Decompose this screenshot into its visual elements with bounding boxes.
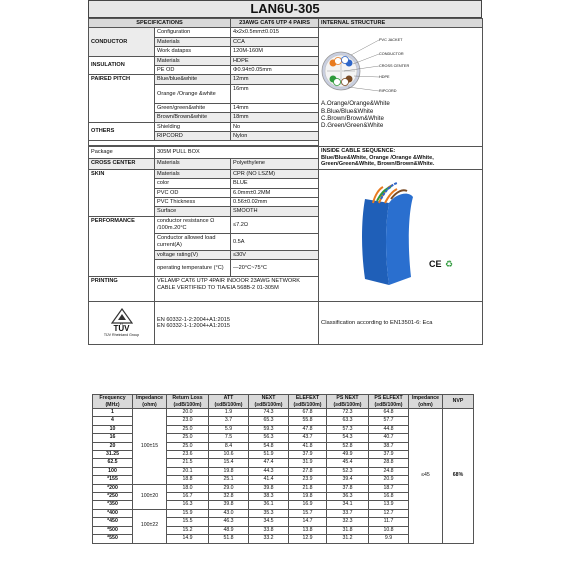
perf-cell: 41.8: [289, 442, 327, 450]
perf-cell: 45.4: [327, 459, 369, 467]
spec-label: Surface: [155, 207, 231, 216]
perf-cell: 14.7: [289, 518, 327, 526]
pair-c: C.Brown/Brown&White: [321, 114, 384, 122]
perf-cell: 12.7: [369, 509, 409, 517]
spec-label: Orange /Orange &white: [155, 84, 231, 103]
package-row: [89, 147, 483, 158]
spec-table: [88, 18, 483, 345]
perf-cell: 36.3: [327, 493, 369, 501]
perf-cell: 39.8: [209, 501, 249, 509]
perf-cell: 34.5: [249, 518, 289, 526]
perf-cell: 65.3: [249, 417, 289, 425]
perf-impedance-right: ≤45: [409, 409, 443, 544]
cable-image-cell: [319, 169, 483, 301]
spec-value: 0.56±0.02mm: [231, 197, 319, 206]
perf-cell: 39.8: [249, 484, 289, 492]
others-group: OTHERS: [89, 122, 155, 141]
insulation-group: INSULATION: [89, 56, 155, 75]
pair-a: A.Orange/Orange&White: [321, 100, 390, 108]
perf-cell: 10: [93, 425, 133, 433]
perf-cell: *200: [93, 484, 133, 492]
perf-cell: 18.0: [167, 484, 209, 492]
perf-cell: 16: [93, 434, 133, 442]
perf-header-cell: [443, 395, 474, 409]
perf-cell: 43.7: [289, 434, 327, 442]
perf-cell: 32.8: [209, 493, 249, 501]
perf-header-title: Frequency: [99, 395, 126, 401]
perf-cell: 20.0: [167, 409, 209, 417]
inside-sequence-title: INSIDE CABLE SEQUENCE:: [321, 148, 396, 155]
spec-value: HDPE: [231, 56, 319, 65]
perf-cell: 40.7: [369, 434, 409, 442]
perf-cell: *350: [93, 501, 133, 509]
perf-header-unit: (≥dB/100m): [173, 401, 202, 408]
spec-header-left: SPECIFICATIONS: [89, 19, 231, 28]
perf-header-cell: [249, 395, 289, 409]
perf-cell: 33.2: [249, 535, 289, 543]
perf-cell: 37.9: [289, 451, 327, 459]
perf-cell: 33.8: [249, 526, 289, 534]
perf-cell: 51.9: [249, 451, 289, 459]
spec-value: Polyethylene: [231, 158, 319, 169]
perf-header-unit: (≥dB/100m): [374, 401, 403, 408]
perf-cell: 64.8: [369, 409, 409, 417]
perf-cell: 25.0: [167, 442, 209, 450]
perf-cell: 20.9: [369, 476, 409, 484]
perf-cell: 20.1: [167, 467, 209, 475]
perf-cell: 62.5: [93, 459, 133, 467]
tuv-logo: [89, 302, 155, 345]
perf-header-unit: (≥dB/100m): [254, 401, 283, 408]
package-label: Package: [89, 147, 155, 158]
perf-header-unit: (≤dB/100m): [214, 401, 243, 408]
perf-cell: 54.8: [249, 442, 289, 450]
spec-header-value: 23AWG CAT6 UTP 4 PAIRS: [231, 19, 319, 28]
perf-header-cell: [409, 395, 443, 409]
perf-cell: 25.0: [167, 434, 209, 442]
spec-value: 14mm: [231, 103, 319, 112]
perf-cell: 33.7: [327, 509, 369, 517]
perf-cell: 41.4: [249, 476, 289, 484]
printing-text: VELAMP CAT6 UTP 4PAIR INDOOR 23AWG NETWORK CABLE VERTIFIED TO TIA/EIA 568B-2 01-305M: [155, 277, 319, 302]
perf-cell: 23.6: [167, 451, 209, 459]
perf-cell: 11.7: [369, 518, 409, 526]
spec-label: PE OD: [155, 66, 231, 75]
perf-header-cell: [93, 395, 133, 409]
cable-photo-svg: [321, 181, 481, 289]
spec-value: 120M-160M: [231, 47, 319, 56]
perf-row: [93, 409, 474, 417]
perf-cell: *450: [93, 518, 133, 526]
spec-label: PVC OD: [155, 188, 231, 197]
internal-structure: [319, 28, 483, 147]
perf-cell: 49.9: [327, 451, 369, 459]
perf-header-unit: (≥dB/100m): [333, 401, 362, 408]
perf-cell: 57.7: [369, 417, 409, 425]
perf-cell: 21.8: [289, 484, 327, 492]
standard-2: EN 60332-1-1:2004+A1:2015: [157, 323, 230, 330]
perf-header-title: NEXT: [261, 395, 276, 401]
tuv-logo-sub: TÜV Rheinland Group: [103, 333, 140, 338]
spec-value: SMOOTH: [231, 207, 319, 216]
spec-label: RIPCORD: [155, 132, 231, 141]
perf-header-title: ELEFEXT: [295, 395, 320, 401]
perf-cell: 48.9: [209, 526, 249, 534]
perf-cell: *155: [93, 476, 133, 484]
spec-value: 16mm: [231, 84, 319, 103]
perf-cell: *250: [93, 493, 133, 501]
perf-cell: 31.9: [289, 459, 327, 467]
perf-header-cell: [369, 395, 409, 409]
perf-cell: 35.3: [249, 509, 289, 517]
perf-cell: 15.7: [289, 509, 327, 517]
label-pvc-jacket: PVC JACKET: [379, 38, 403, 43]
perf-cell: 54.3: [327, 434, 369, 442]
spec-value: 12mm: [231, 75, 319, 84]
perf-cell: 74.3: [249, 409, 289, 417]
perf-cell: 38.7: [369, 442, 409, 450]
perf-cell: 57.3: [327, 425, 369, 433]
inside-sequence: [319, 147, 483, 169]
perf-header-title: Impedance: [411, 395, 440, 401]
spec-value: No: [231, 122, 319, 131]
perf-cell: 20: [93, 442, 133, 450]
spec-label: Materials: [155, 169, 231, 178]
perf-impedance-group: 100±20: [133, 484, 167, 509]
perf-cell: 34.1: [327, 501, 369, 509]
perf-cell: 16.8: [369, 493, 409, 501]
spec-value: Nylon: [231, 132, 319, 141]
perf-cell: 13.9: [369, 501, 409, 509]
perf-cell: 25.0: [167, 425, 209, 433]
label-conductor: CONDUCTOR: [379, 52, 404, 57]
perf-cell: *400: [93, 509, 133, 517]
tuv-logo-text: TÜV: [113, 323, 130, 333]
performance-group: PERFORMANCE: [89, 216, 155, 276]
spec-value: 4x2x0.5mm±0.015: [231, 28, 319, 37]
perf-cell: 13.8: [289, 526, 327, 534]
perf-header-title: ATT: [223, 395, 234, 401]
certification-row: [89, 302, 483, 345]
spec-label: Shielding: [155, 122, 231, 131]
perf-cell: 63.3: [327, 417, 369, 425]
recycle-icon: ♻: [445, 259, 454, 270]
perf-cell: 15.4: [209, 459, 249, 467]
spec-label: operating temperature (°C): [155, 260, 231, 277]
spec-value: BLUE: [231, 179, 319, 188]
paired-pitch-group: PAIRED PITCH: [89, 75, 155, 122]
perf-cell: 46.3: [209, 518, 249, 526]
perf-header-unit: (ohm): [142, 401, 157, 408]
spec-label: PVC Thickness: [155, 197, 231, 206]
spec-value: —20°C~75°C: [231, 260, 319, 277]
spec-label: Materials: [155, 158, 231, 169]
perf-cell: 37.8: [327, 484, 369, 492]
spec-header-row: [89, 19, 483, 28]
package-value: 305M PULL BOX: [155, 147, 319, 158]
perf-cell: 25.1: [209, 476, 249, 484]
perf-cell: 7.5: [209, 434, 249, 442]
perf-cell: 18.7: [369, 484, 409, 492]
perf-cell: 44.8: [369, 425, 409, 433]
perf-header-row: [93, 395, 474, 409]
spec-value: CCA: [231, 37, 319, 46]
perf-cell: 10.6: [209, 451, 249, 459]
perf-cell: 32.3: [327, 518, 369, 526]
spec-label: Blue/blue&white: [155, 75, 231, 84]
spec-label: Materials: [155, 37, 231, 46]
perf-cell: 36.1: [249, 501, 289, 509]
label-hdpe: HDPE: [379, 75, 390, 80]
perf-cell: 43.0: [209, 509, 249, 517]
cable-box-illustration: [321, 181, 480, 289]
perf-cell: 47.4: [249, 459, 289, 467]
spec-label: conductor resistance Ω /100m.20°C: [155, 216, 231, 233]
perf-header-cell: [327, 395, 369, 409]
spec-label: color: [155, 179, 231, 188]
spec-value: Φ0.94±0.05mm: [231, 66, 319, 75]
perf-cell: 67.8: [289, 409, 327, 417]
ce-mark: CE: [429, 259, 442, 270]
perf-body: [93, 409, 474, 544]
perf-cell: *500: [93, 526, 133, 534]
perf-cell: 28.8: [369, 459, 409, 467]
spec-label: Green/green&white: [155, 103, 231, 112]
standards: [155, 302, 319, 345]
perf-cell: 52.3: [327, 467, 369, 475]
perf-cell: 19.8: [289, 493, 327, 501]
spec-sheet: [88, 0, 482, 345]
perf-cell: 44.3: [249, 467, 289, 475]
page-title: LAN6U-305: [88, 0, 482, 18]
perf-cell: 56.3: [249, 434, 289, 442]
label-cross-center: CROSS CENTER: [379, 64, 410, 69]
perf-cell: 15.5: [167, 518, 209, 526]
printing-group: PRINTING: [89, 277, 155, 302]
perf-header-unit: (≥dB/100m): [293, 401, 322, 408]
perf-header-cell: [167, 395, 209, 409]
cross-center-group: CROSS CENTER: [89, 158, 155, 169]
perf-cell: 23.0: [167, 417, 209, 425]
conductor-group: CONDUCTOR: [89, 28, 155, 56]
perf-cell: 51.8: [209, 535, 249, 543]
perf-cell: 31.2: [327, 535, 369, 543]
perf-cell: *550: [93, 535, 133, 543]
perf-cell: 59.3: [249, 425, 289, 433]
perf-cell: 21.5: [167, 459, 209, 467]
spec-label: Work datapss: [155, 47, 231, 56]
perf-cell: 55.8: [289, 417, 327, 425]
perf-header-title: PS NEXT: [336, 395, 359, 401]
spec-value: 6.0mm±0.2MM: [231, 188, 319, 197]
perf-impedance-group: 100±15: [133, 409, 167, 485]
perf-cell: 72.3: [327, 409, 369, 417]
perf-cell: 10.8: [369, 526, 409, 534]
perf-cell: 23.9: [289, 476, 327, 484]
performance-table: [92, 394, 474, 544]
perf-cell: 3.7: [209, 417, 249, 425]
perf-cell: 16.3: [167, 501, 209, 509]
perf-cell: 52.8: [327, 442, 369, 450]
perf-cell: 9.9: [369, 535, 409, 543]
perf-header-title: Return Loss: [172, 395, 203, 401]
spec-value: ≤30V: [231, 250, 319, 259]
perf-cell: 14.9: [167, 535, 209, 543]
perf-header-unit: (ohm): [418, 401, 433, 408]
perf-header-title: Impedance: [135, 395, 164, 401]
perf-cell: 16.7: [167, 493, 209, 501]
perf-cell: 31.8: [327, 526, 369, 534]
spec-label: Materials: [155, 56, 231, 65]
pair-list: [321, 100, 480, 129]
perf-nvp: 68%: [443, 409, 474, 544]
perf-cell: 39.4: [327, 476, 369, 484]
perf-impedance-group: 100±22: [133, 509, 167, 543]
pair-b: B.Blue/Blue&White: [321, 107, 374, 115]
perf-header-title: NVP: [452, 398, 464, 405]
perf-header-cell: [289, 395, 327, 409]
perf-cell: 1.9: [209, 409, 249, 417]
perf-cell: 29.0: [209, 484, 249, 492]
perf-cell: 4: [93, 417, 133, 425]
perf-header-cell: [209, 395, 249, 409]
perf-cell: 15.2: [167, 526, 209, 534]
perf-cell: 8.4: [209, 442, 249, 450]
spec-value: CPR (NO LSZM): [231, 169, 319, 178]
perf-cell: 18.8: [167, 476, 209, 484]
skin-group: SKIN: [89, 169, 155, 216]
spec-label: Conductor allowed load current(A): [155, 233, 231, 250]
spec-header-right: INTERNAL STRUCTURE: [319, 19, 483, 28]
spec-value: 18mm: [231, 113, 319, 122]
spec-label: Configuration: [155, 28, 231, 37]
perf-cell: 19.8: [209, 467, 249, 475]
spec-value: ≤7.2Ω: [231, 216, 319, 233]
spec-label: voltage rating(V): [155, 250, 231, 259]
perf-cell: 5.9: [209, 425, 249, 433]
perf-header-title: PS ELFEXT: [374, 395, 403, 401]
inside-sequence-text: Blue/Blue&White, Orange /Orange &White, Green/Green&White, Brown/Brown&White.: [321, 154, 435, 168]
perf-cell: 38.3: [249, 493, 289, 501]
label-ripcord: RIPCORD: [379, 89, 397, 94]
perf-cell: 37.9: [369, 451, 409, 459]
conductor-row: [89, 28, 483, 37]
perf-cell: 27.8: [289, 467, 327, 475]
perf-cell: 16.9: [289, 501, 327, 509]
spec-value: 0.5A: [231, 233, 319, 250]
spec-label: Brown/Brown&white: [155, 113, 231, 122]
perf-cell: 100: [93, 467, 133, 475]
standard-1: EN 60332-1-2:2004+A1:2015: [157, 316, 230, 323]
skin-row: [89, 169, 483, 178]
perf-header-cell: [133, 395, 167, 409]
classification: Classification according to EN13501-6: Eca: [319, 302, 483, 345]
perf-header-unit: (MHz): [105, 401, 120, 408]
cable-cross-section-diagram: [321, 31, 410, 99]
perf-cell: 12.9: [289, 535, 327, 543]
perf-cell: 47.8: [289, 425, 327, 433]
perf-cell: 15.9: [167, 509, 209, 517]
perf-cell: 1: [93, 409, 133, 417]
perf-cell: 24.8: [369, 467, 409, 475]
perf-cell: 31.25: [93, 451, 133, 459]
pair-d: D.Green/Green&White: [321, 122, 384, 130]
